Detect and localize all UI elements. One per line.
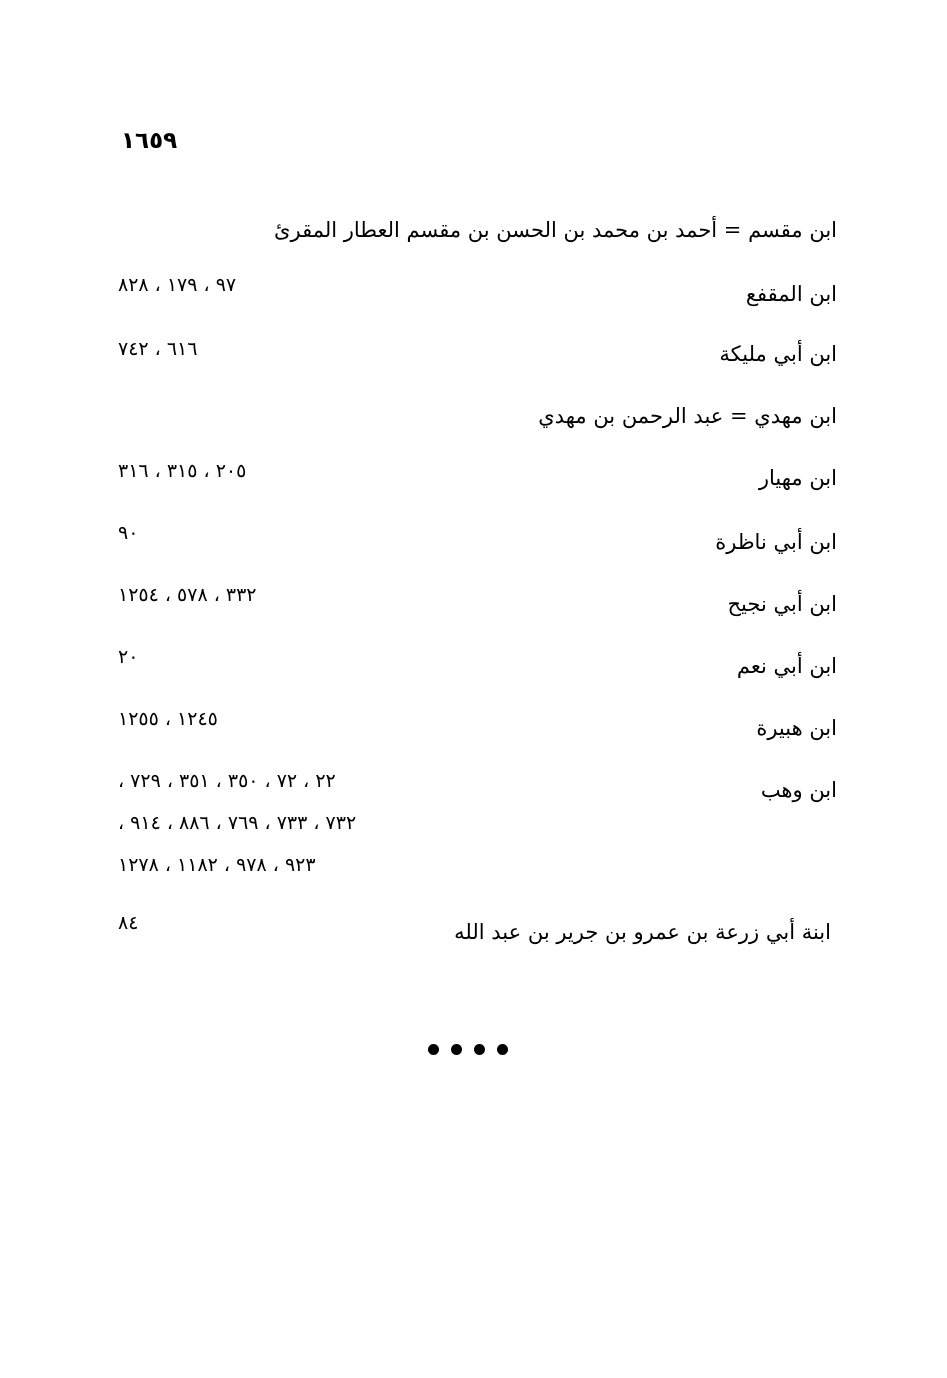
refs-line: ٢٠	[118, 646, 139, 668]
index-entry-name: ابن وهب	[760, 778, 837, 802]
refs-line: ٨٤	[118, 912, 139, 934]
refs-line: ٧٣٢ ، ٧٣٣ ، ٧٦٩ ، ٨٨٦ ، ٩١٤ ،	[118, 812, 357, 834]
refs-line: ٩٠	[118, 522, 139, 544]
index-entry-name: ابن أبي نعم	[736, 654, 837, 678]
ornament-dot	[497, 1044, 508, 1055]
page-number: ١٦٥٩	[121, 128, 178, 154]
refs-line: ٢٢ ، ٧٢ ، ٣٥٠ ، ٣٥١ ، ٧٢٩ ،	[118, 770, 336, 792]
ornament-dot	[451, 1044, 462, 1055]
index-entry-name: ابن أبي ناظرة	[715, 530, 837, 554]
end-ornament	[428, 1044, 508, 1055]
refs-line: ٩٧ ، ١٧٩ ، ٨٢٨	[118, 274, 237, 296]
refs-line: ٩٢٣ ، ٩٧٨ ، ١١٨٢ ، ١٢٧٨	[118, 854, 316, 876]
refs-line: ٢٠٥ ، ٣١٥ ، ٣١٦	[118, 460, 247, 482]
index-entry-name: ابن هبيرة	[756, 716, 837, 740]
refs-line: ٦١٦ ، ٧٤٢	[118, 338, 198, 360]
index-entry-refs	[118, 264, 236, 306]
index-entry-refs	[118, 698, 218, 740]
index-entry-name: ابنة أبي زرعة بن عمرو بن جرير بن عبد الله	[454, 920, 831, 944]
index-entry-name: ابن أبي مليكة	[719, 342, 837, 366]
index-entry-refs	[118, 902, 138, 944]
index-entry-refs	[118, 512, 138, 554]
ornament-dot	[474, 1044, 485, 1055]
index-entry-refs	[118, 760, 356, 886]
index-entry-name: ابن مهدي = عبد الرحمن بن مهدي	[538, 404, 837, 428]
index-entry-name: ابن أبي نجيح	[727, 592, 837, 616]
index-entry-name: ابن المقفع	[745, 282, 837, 306]
index-entry-refs	[118, 636, 138, 678]
refs-line: ٣٣٢ ، ٥٧٨ ، ١٢٥٤	[118, 584, 257, 606]
index-entry-refs	[118, 574, 257, 616]
ornament-dot	[428, 1044, 439, 1055]
index-entry-refs	[118, 450, 246, 492]
index-entry-name: ابن مقسم = أحمد بن محمد بن الحسن بن مقسم العطار المقرئ	[274, 218, 837, 242]
index-entry-name: ابن مهيار	[758, 466, 837, 490]
index-entry-refs	[118, 328, 197, 370]
refs-line: ١٢٤٥ ، ١٢٥٥	[118, 708, 218, 730]
